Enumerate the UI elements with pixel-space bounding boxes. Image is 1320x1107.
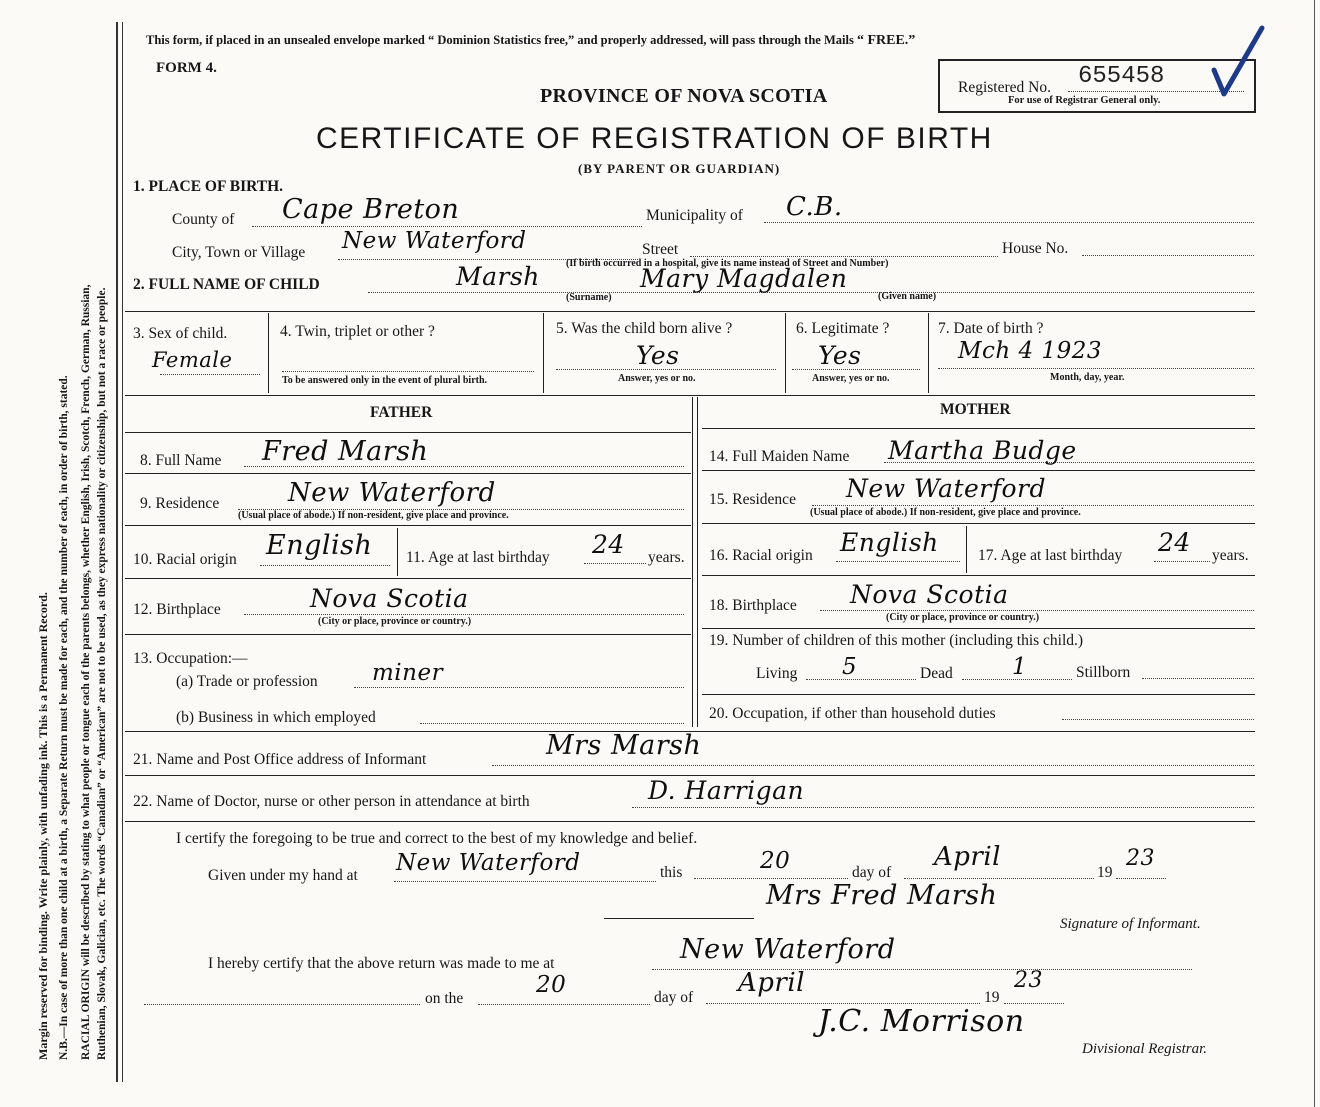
registrar-label: Divisional Registrar. xyxy=(1082,1041,1208,1057)
registrar-place-line xyxy=(652,969,1192,970)
alive-value: Yes xyxy=(636,341,680,370)
margin-rule-inner xyxy=(122,22,123,1082)
municipality-line xyxy=(764,222,1254,223)
given-month-value: April xyxy=(934,842,1001,872)
certify-text: I certify the foregoing to be true and correct to the best of my knowledge and belief. xyxy=(176,830,698,847)
registrar-note: For use of Registrar General only. xyxy=(1008,95,1161,106)
given-place-value: New Waterford xyxy=(396,850,581,876)
given-year-line xyxy=(1116,878,1166,879)
mother-age-value: 24 xyxy=(1158,528,1191,557)
rule-m4 xyxy=(702,628,1255,629)
rule-m2 xyxy=(702,523,1255,524)
stillborn-line xyxy=(1142,678,1254,679)
informant-value: Mrs Marsh xyxy=(546,730,702,761)
living-value: 5 xyxy=(842,654,858,680)
registrar-year-prefix: 19 xyxy=(984,989,1000,1006)
given-day-line xyxy=(694,878,848,879)
trade-label: (a) Trade or profession xyxy=(176,673,318,690)
margin-note-binding: Margin reserved for binding. Write plainly, with unfading ink. This is a Permanent Record. xyxy=(36,592,50,1060)
given-this: this xyxy=(660,864,683,881)
doctor-line xyxy=(632,807,1254,808)
father-birthplace-line xyxy=(244,614,684,615)
rule-doctor xyxy=(125,821,1255,822)
given-label: Given under my hand at xyxy=(208,867,358,884)
hospital-note: (If birth occurred in a hospital, give its name instead of Street and Number) xyxy=(566,258,889,269)
stillborn-label: Stillborn xyxy=(1076,664,1131,681)
living-label: Living xyxy=(756,665,798,682)
registrar-day-line xyxy=(478,1004,650,1005)
dob-value: Mch 4 1923 xyxy=(958,338,1103,364)
dob-label: 7. Date of birth ? xyxy=(938,320,1044,337)
business-line xyxy=(420,723,684,724)
margin-note-racial-2: Ruthenian, Slovak, Galician, etc. The words “Canadian” or “American” are not to be used, as they express nationality or citizenship, but not a race or people. xyxy=(96,287,108,1060)
postal-note xyxy=(146,33,915,49)
registrar-signature: J.C. Morrison xyxy=(818,1004,1025,1039)
col-legit-divider xyxy=(928,313,929,393)
rule-m5 xyxy=(702,694,1255,695)
twin-line xyxy=(282,371,534,372)
mother-name-value: Martha Budge xyxy=(888,436,1077,465)
father-years: years. xyxy=(648,549,685,566)
child-given-value: Mary Magdalen xyxy=(640,264,848,293)
doctor-value: D. Harrigan xyxy=(648,776,805,805)
mother-race-value: English xyxy=(840,528,939,557)
child-surname-value: Marsh xyxy=(456,262,540,291)
rule-top xyxy=(125,311,1255,312)
father-occupation-label: 13. Occupation:— xyxy=(133,650,248,667)
rule-p2 xyxy=(125,525,691,526)
mother-birthplace-line xyxy=(820,610,1254,611)
mother-heading: MOTHER xyxy=(940,401,1011,418)
mother-race-line xyxy=(836,561,960,562)
mother-res-label: 15. Residence xyxy=(709,491,796,508)
rule-row3 xyxy=(125,395,1255,396)
city-label: City, Town or Village xyxy=(172,244,306,261)
informant-line xyxy=(492,765,1254,766)
checkmark-icon xyxy=(1208,22,1268,102)
mother-years: years. xyxy=(1212,547,1249,564)
informant-signature: Mrs Fred Marsh xyxy=(766,880,998,911)
legit-value: Yes xyxy=(818,341,862,370)
father-age-divider xyxy=(397,528,398,576)
city-value: New Waterford xyxy=(342,228,527,254)
registered-label: Registered No. xyxy=(958,79,1051,96)
col-sex-divider xyxy=(268,313,269,393)
signature-label: Signature of Informant. xyxy=(1060,916,1201,932)
street-line xyxy=(690,256,998,257)
rule-p3 xyxy=(125,578,691,579)
registrar-year-value: 23 xyxy=(1014,968,1043,993)
margin-rule xyxy=(116,22,118,1082)
trade-value: miner xyxy=(372,660,444,686)
certificate-subtitle: (BY PARENT OR GUARDIAN) xyxy=(578,161,781,176)
registrar-lead-line xyxy=(144,1004,420,1005)
registrar-text: I hereby certify that the above return was made to me at xyxy=(208,955,555,972)
given-day-of: day of xyxy=(852,864,892,881)
father-race-label: 10. Racial origin xyxy=(133,551,237,568)
father-birthplace-label: 12. Birthplace xyxy=(133,601,221,618)
county-label: County of xyxy=(172,211,235,228)
father-res-value: New Waterford xyxy=(288,478,496,508)
given-year-value: 23 xyxy=(1126,846,1155,871)
children-count-label: 19. Number of children of this mother (including this child.) xyxy=(709,632,1084,649)
given-day-value: 20 xyxy=(760,848,791,874)
father-age-value: 24 xyxy=(592,530,625,559)
given-year-prefix: 19 xyxy=(1097,864,1113,881)
twin-label: 4. Twin, triplet or other ? xyxy=(280,323,435,340)
father-name-label: 8. Full Name xyxy=(140,452,222,469)
father-birthplace-value: Nova Scotia xyxy=(310,584,469,613)
county-value: Cape Breton xyxy=(282,194,460,225)
alive-label: 5. Was the child born alive ? xyxy=(556,320,733,337)
mother-name-label: 14. Full Maiden Name xyxy=(709,448,850,465)
mother-birthplace-value: Nova Scotia xyxy=(850,580,1009,609)
sex-value: Female xyxy=(152,348,233,372)
mother-res-line xyxy=(812,505,1254,506)
mother-abode-note: (Usual place of abode.) If non-resident, give place and province. xyxy=(810,507,1081,518)
page-edge xyxy=(1314,0,1315,1107)
col-twin-divider xyxy=(543,313,544,393)
mother-res-value: New Waterford xyxy=(846,474,1046,503)
rule-m3 xyxy=(702,575,1255,576)
father-race-value: English xyxy=(266,530,373,561)
registrar-on-the: on the xyxy=(425,990,464,1007)
rule-m1 xyxy=(702,470,1255,471)
mother-race-label: 16. Racial origin xyxy=(709,547,813,564)
registrar-month-value: April xyxy=(738,968,805,998)
given-place-line xyxy=(394,881,656,882)
street-label: Street xyxy=(642,241,679,258)
dead-label: Dead xyxy=(920,665,953,682)
father-res-label: 9. Residence xyxy=(140,495,220,512)
legit-label: 6. Legitimate ? xyxy=(796,320,890,337)
trade-line xyxy=(354,687,684,688)
given-month-line xyxy=(904,878,1094,879)
child-name-label: 2. FULL NAME OF CHILD xyxy=(133,276,320,293)
legit-note: Answer, yes or no. xyxy=(812,373,890,384)
registered-value: 655458 xyxy=(1078,63,1165,90)
certificate-title: CERTIFICATE OF REGISTRATION OF BIRTH xyxy=(316,122,993,155)
province-heading: PROVINCE OF NOVA SCOTIA xyxy=(540,85,828,107)
father-age-label: 11. Age at last birthday xyxy=(406,549,550,566)
postal-note-free: “ FREE.” xyxy=(856,33,916,48)
mother-age-divider xyxy=(966,526,967,573)
dob-line xyxy=(938,368,1254,369)
margin-note-nb: N.B.—In case of more than one child at a birth, a Separate Return must be made for each, and the number of each, in order of birth, stated. xyxy=(58,375,70,1060)
twin-note: To be answered only in the event of plural birth. xyxy=(282,375,488,386)
doctor-label: 22. Name of Doctor, nurse or other person in attendance at birth xyxy=(133,793,530,810)
registrar-day-value: 20 xyxy=(536,972,567,998)
registrar-day-of: day of xyxy=(654,989,694,1006)
father-abode-note: (Usual place of abode.) If non-resident, give place and province. xyxy=(238,510,509,521)
father-name-value: Fred Marsh xyxy=(262,436,429,467)
margin-note-racial-1: RACIAL ORIGIN will be described by stating to what people or tongue each of the parents belongs, whether English, Irish, Scotch, French, German, Russian, xyxy=(80,284,92,1060)
dead-value: 1 xyxy=(1012,654,1028,680)
county-line xyxy=(252,226,642,227)
father-age-line xyxy=(584,563,646,564)
father-race-line xyxy=(260,565,390,566)
surname-note: (Surname) xyxy=(566,292,612,303)
living-line xyxy=(806,679,916,680)
mother-occupation-line xyxy=(1062,719,1254,720)
form-number: FORM 4. xyxy=(156,60,217,76)
sex-line xyxy=(160,374,260,375)
municipality-value: C.B. xyxy=(786,192,843,222)
father-birthplace-note: (City or place, province or country.) xyxy=(318,616,472,627)
signature-underline xyxy=(604,918,754,919)
rule-parents-head xyxy=(125,432,691,433)
given-note: (Given name) xyxy=(878,291,937,302)
rule-p4 xyxy=(125,634,691,635)
business-label: (b) Business in which employed xyxy=(176,709,376,726)
rule-p1 xyxy=(125,473,691,474)
dob-note: Month, day, year. xyxy=(1050,372,1125,383)
mother-birthplace-note: (City or place, province or country.) xyxy=(886,612,1040,623)
mother-age-label: 17. Age at last birthday xyxy=(978,547,1123,564)
parents-divider-b xyxy=(697,397,698,727)
alive-note: Answer, yes or no. xyxy=(618,373,696,384)
place-section-label: 1. PLACE OF BIRTH. xyxy=(133,178,284,195)
house-label: House No. xyxy=(1002,240,1069,257)
mother-age-line xyxy=(1154,561,1210,562)
informant-label: 21. Name and Post Office address of Informant xyxy=(133,751,427,768)
rule-parents-head-m xyxy=(702,428,1255,429)
mother-birthplace-label: 18. Birthplace xyxy=(709,597,797,614)
registrar-place-value: New Waterford xyxy=(680,934,896,965)
mother-occupation-label: 20. Occupation, if other than household duties xyxy=(709,705,996,722)
sex-label: 3. Sex of child. xyxy=(133,325,228,342)
postal-note-text: This form, if placed in an unsealed envelope marked “ Dominion Statistics free,” and properly addressed, will pass through the Mails xyxy=(146,33,854,47)
col-alive-divider xyxy=(785,313,786,393)
parents-divider-a xyxy=(692,397,693,727)
municipality-label: Municipality of xyxy=(646,207,743,224)
father-heading: FATHER xyxy=(370,404,433,421)
house-line xyxy=(1082,255,1254,256)
